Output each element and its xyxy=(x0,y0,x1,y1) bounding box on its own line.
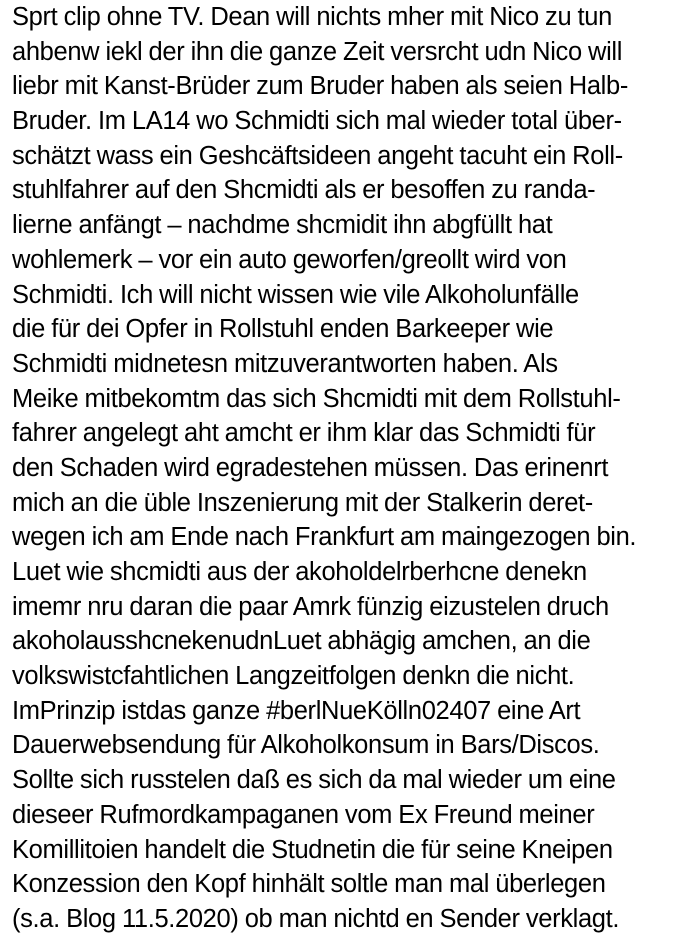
text-line: Komillitoien handelt die Studnetin die für seine Kneipen xyxy=(12,835,613,864)
text-line: schätzt wass ein Geshcäftsideen angeht tacuht ein Roll- xyxy=(12,141,623,170)
text-line: Dauerwebsendung für Alkoholkonsum in Bars/Discos. xyxy=(12,731,600,760)
text-line: stuhlfahrer auf den Shcmidti als er besoffen zu randa- xyxy=(12,176,596,205)
text-line: den Schaden wird egradestehen müssen. Das erinenrt xyxy=(12,453,609,482)
body-text xyxy=(12,0,678,937)
text-line: Schmidti midnetesn mitzuverantworten haben. Als xyxy=(12,349,558,378)
text-line: volkswistcfahtlichen Langzeitfolgen denkn die nicht. xyxy=(12,662,575,691)
text-line: wegen ich am Ende nach Frankfurt am maingezogen bin. xyxy=(12,523,637,552)
text-line: Meike mitbekomtm das sich Shcmidti mit dem Rollstuhl- xyxy=(12,384,621,413)
text-line: Sprt clip ohne TV. Dean will nichts mher mit Nico zu tun xyxy=(12,3,612,31)
text-line: liebr mit Kanst-Brüder zum Bruder haben als seien Halb- xyxy=(12,72,628,101)
text-line: dieseer Rufmordkampaganen vom Ex Freund meiner xyxy=(12,800,595,829)
text-line: wohlemerk – vor ein auto geworfen/greollt wird von xyxy=(12,245,567,274)
text-line: Konzession den Kopf hinhält soltle man mal überlegen xyxy=(12,870,606,899)
text-line: ahbenw iekl der ihn die ganze Zeit versrcht udn Nico will xyxy=(12,37,623,66)
text-line: Sollte sich russtelen daß es sich da mal wieder um eine xyxy=(12,766,616,795)
text-line: die für dei Opfer in Rollstuhl enden Barkeeper wie xyxy=(12,315,554,344)
text-line: fahrer angelegt aht amcht er ihm klar das Schmidti für xyxy=(12,419,596,448)
text-line: akoholausshcnekenudnLuet abhägig amchen, an die xyxy=(12,627,591,656)
text-line: imemr nru daran die paar Amrk fünzig eizustelen druch xyxy=(12,592,609,621)
text-line: lierne anfängt – nachdme shcmidit ihn abgfüllt hat xyxy=(12,211,553,240)
text-line: ImPrinzip istdas ganze #berlNueKölln02407 eine Art xyxy=(12,696,581,725)
text-line: mich an die üble Inszenierung mit der Stalkerin deret- xyxy=(12,488,593,517)
text-line: Luet wie shcmidti aus der akoholdelrberhcne denekn xyxy=(12,558,587,586)
text-line: Bruder. Im LA14 wo Schmidti sich mal wieder total über- xyxy=(12,107,622,136)
text-line: Schmidti. Ich will nicht wissen wie vile Alkoholunfälle xyxy=(12,280,579,309)
text-line: (s.a. Blog 11.5.2020) ob man nichtd en Sender verklagt. xyxy=(12,904,620,933)
